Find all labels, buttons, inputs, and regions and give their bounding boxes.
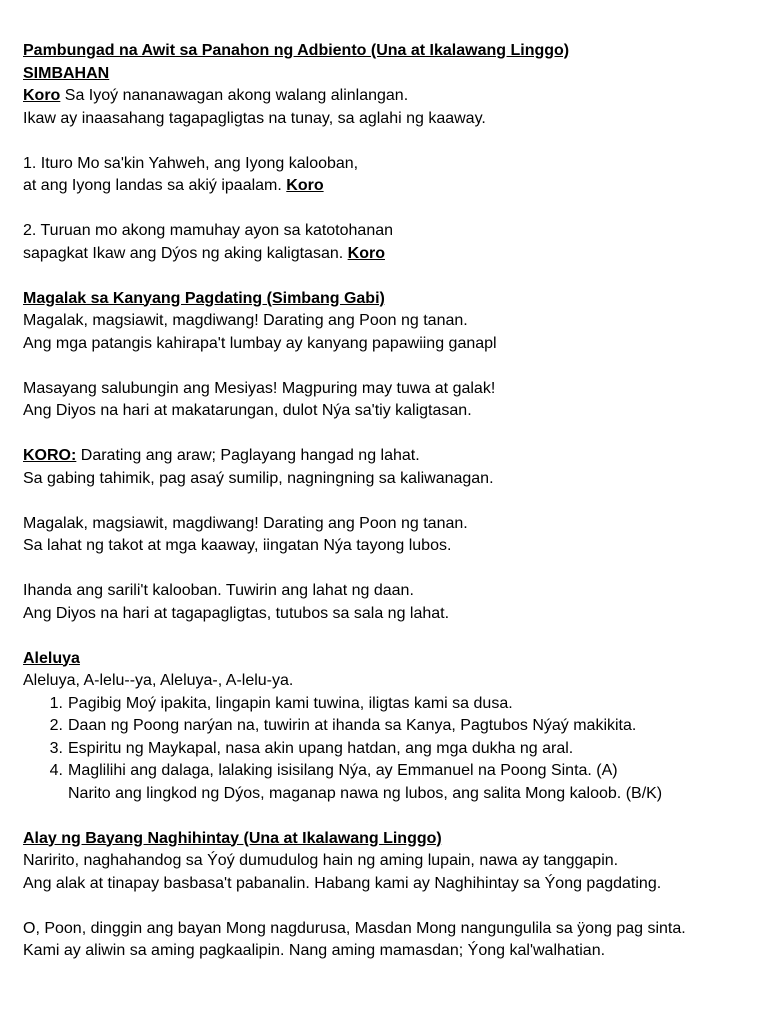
- koro-line: [23, 445, 758, 468]
- koro-label: KORO:: [23, 447, 77, 464]
- spacer: [23, 805, 758, 828]
- document-content: [23, 40, 758, 963]
- section-heading: Aleluya: [23, 649, 80, 667]
- spacer: [23, 895, 758, 918]
- refrain-line: [23, 85, 758, 108]
- list-item: [23, 760, 758, 783]
- lyric-line: Ihanda ang sarili't kalooban. Tuwirin ang lahat ng daan.: [23, 582, 414, 599]
- koro-label: Koro: [347, 244, 385, 262]
- list-item: [23, 693, 758, 716]
- lyric-line: Kami ay aliwin sa aming pagkaalipin. Nang aming mamasdan; Ýong kal'walhatian.: [23, 942, 606, 959]
- spacer: [23, 490, 758, 513]
- verse-line: 1. Ituro Mo sa'kin Yahweh, ang Iyong kalooban,: [23, 154, 359, 172]
- verse-text: at ang Iyong landas sa akiý ipaalam.: [23, 177, 287, 194]
- list-number: 4.: [49, 762, 63, 779]
- verse-line: [23, 243, 758, 266]
- lyric-line: Magalak, magsiawit, magdiwang! Darating ang Poon ng tanan.: [23, 312, 468, 329]
- lyric-line: Magalak, magsiawit, magdiwang! Darating ang Poon ng tanan.: [23, 514, 468, 532]
- lyric-line: Aleluya, A-lelu--ya, Aleluya-, A-lelu-ya.: [23, 672, 294, 689]
- lyric-line: Masayang salubungin ang Mesiyas! Magpuring may tuwa at galak!: [23, 379, 496, 397]
- section-heading: Alay ng Bayang Naghihintay (Una at Ikalawang Linggo): [23, 829, 442, 847]
- lyric-line: Ang Diyos na hari at makatarungan, dulot Nýa sa'tiy kaligtasan.: [23, 402, 472, 419]
- section-heading: Magalak sa Kanyang Pagdating (Simbang Gabi): [23, 289, 385, 307]
- lyric-line: Sa gabing tahimik, pag asaý sumilip, nagningning sa kaliwanagan.: [23, 469, 494, 487]
- list-item-continuation: Narito ang lingkod ng Dýos, maganap nawa ng lubos, ang salita Mong kaloob. (B/K): [68, 784, 663, 802]
- spacer: [23, 265, 758, 288]
- verse-line: [23, 175, 758, 198]
- verse-text: sapagkat Ikaw ang Dýos ng aking kaligtasan.: [23, 244, 348, 262]
- koro-label: Koro: [286, 177, 324, 194]
- refrain-text: Sa Iyoý nananawagan akong walang alinlangan.: [60, 87, 409, 104]
- list-text: Daan ng Poong narýan na, tuwirin at ihanda sa Kanya, Pagtubos Nýaý makikita.: [68, 717, 637, 734]
- song-subtitle: SIMBAHAN: [23, 64, 110, 82]
- song-title: Pambungad na Awit sa Panahon ng Adbiento (Una at Ikalawang Linggo): [23, 42, 570, 59]
- koro-text: Darating ang araw; Paglayang hangad ng lahat.: [76, 447, 420, 464]
- refrain-line: Ikaw ay inaasahang tagapagligtas na tunay, sa aglahi ng kaaway.: [23, 109, 486, 127]
- lyric-line: Sa lahat ng takot at mga kaaway, iingatan Nýa tayong lubos.: [23, 537, 452, 554]
- list-item: [23, 738, 758, 761]
- spacer: [23, 198, 758, 221]
- verse-line: 2. Turuan mo akong mamuhay ayon sa katotohanan: [23, 222, 394, 239]
- list-item: [23, 715, 758, 738]
- spacer: [23, 558, 758, 581]
- list-number: 3.: [49, 739, 63, 757]
- list-text: Espiritu ng Maykapal, nasa akin upang hatdan, ang mga dukha ng aral.: [68, 739, 574, 757]
- lyric-line: Naririto, naghahandog sa Ýoý dumudulog hain ng aming lupain, nawa ay tanggapin.: [23, 852, 619, 869]
- lyric-line: Ang mga patangis kahirapa't lumbay ay kanyang papawiing ganapl: [23, 334, 497, 352]
- list-text: Maglilihi ang dalaga, lalaking isisilang Nýa, ay Emmanuel na Poong Sinta. (A): [68, 762, 618, 779]
- spacer: [23, 355, 758, 378]
- list-number: 1.: [49, 694, 63, 712]
- lyric-line: Ang alak at tinapay basbasa't pabanalin. Habang kami ay Naghihintay sa Ýong pagdating.: [23, 874, 662, 892]
- numbered-list: [23, 693, 758, 806]
- list-text: Pagibig Moý ipakita, lingapin kami tuwina, iligtas kami sa dusa.: [68, 694, 513, 712]
- spacer: [23, 423, 758, 446]
- spacer: [23, 130, 758, 153]
- list-number: 2.: [49, 717, 63, 734]
- spacer: [23, 625, 758, 648]
- koro-label: Koro: [23, 87, 61, 104]
- lyric-line: Ang Diyos na hari at tagapagligtas, tutubos sa sala ng lahat.: [23, 604, 450, 622]
- lyric-line: O, Poon, dinggin ang bayan Mong nagdurusa, Masdan Mong nangungulila sa ÿong pag sinta.: [23, 919, 686, 937]
